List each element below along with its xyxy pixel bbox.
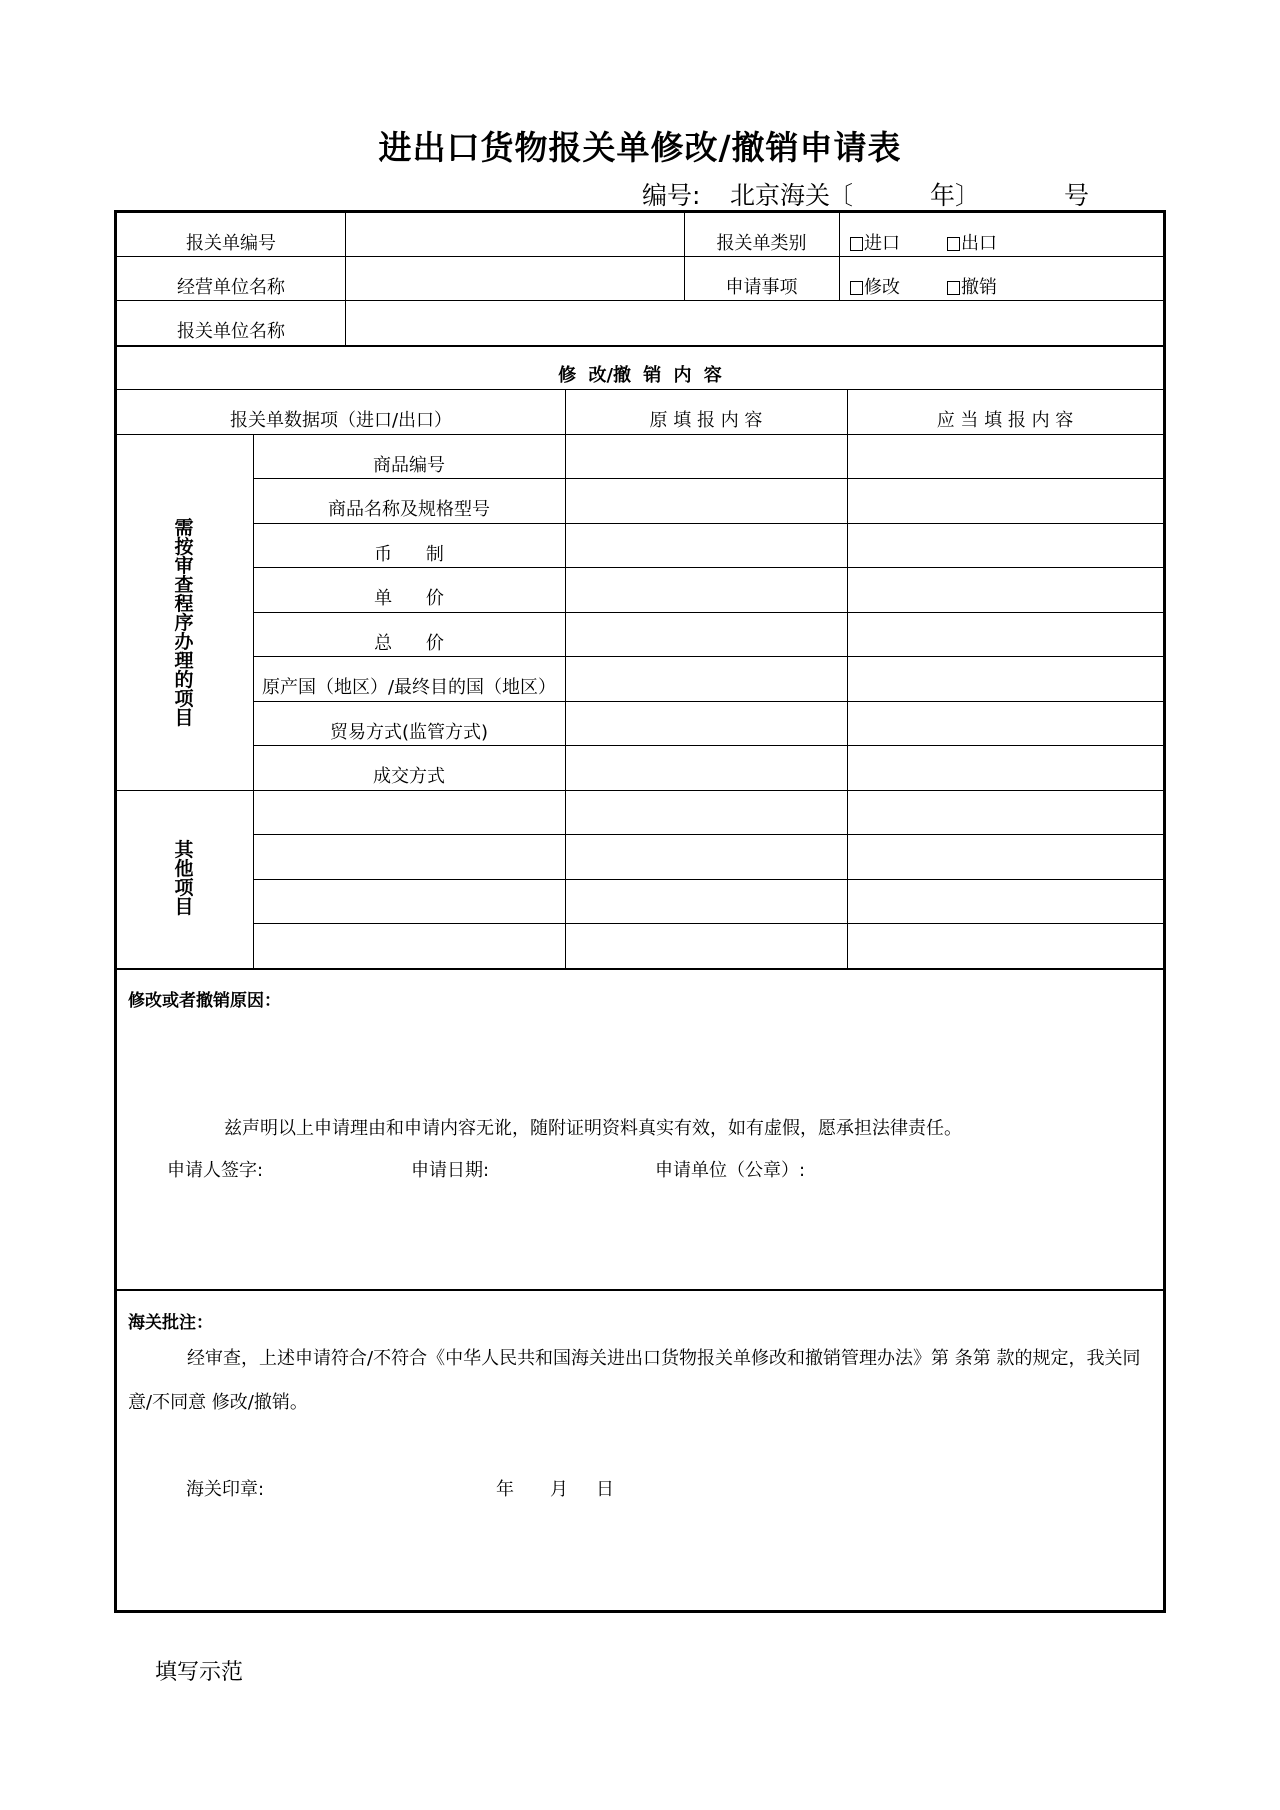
footer-note: 填写示范: [155, 1660, 244, 1685]
customs-name: 北京海关: [730, 181, 831, 210]
form-title: 进出口货物报关单修改/撤销申请表: [378, 128, 902, 167]
operator-name-label: 经营单位名称: [177, 277, 285, 298]
review-item: 币 制: [374, 544, 444, 565]
checkbox-icon: [947, 281, 960, 295]
content-section-heading: 修 改/撤 销 内 容: [558, 365, 722, 386]
cancel-checkbox[interactable]: [947, 279, 997, 297]
checkbox-icon: [850, 237, 863, 251]
import-checkbox[interactable]: [850, 235, 900, 253]
modify-option-label: 修改: [864, 277, 900, 298]
customs-note-text: 经审查，上述申请符合/不符合《中华人民共和国海关进出口货物报关单修改和撤销管理办法》第 条第 款的规定，我关同意/不同意 修改/撤销。: [128, 1348, 1141, 1413]
application-form: [114, 210, 1166, 1613]
customs-seal-label: 海关印章:: [186, 1479, 265, 1500]
review-item: 成交方式: [373, 766, 445, 787]
declarant-name-label: 报关单位名称: [177, 321, 285, 342]
declaration-type-label: 报关单类别: [716, 233, 807, 254]
seal-month-label: 月: [550, 1479, 568, 1500]
seal-day-label: 日: [596, 1479, 614, 1500]
declaration-statement: 兹声明以上申请理由和申请内容无讹，随附证明资料真实有效，如有虚假，愿承担法律责任。: [224, 1118, 962, 1139]
export-checkbox[interactable]: [947, 235, 997, 253]
applicant-unit-label: 申请单位（公章）:: [655, 1160, 806, 1181]
declarant-name-field[interactable]: [347, 302, 1161, 343]
year-suffix: 年〕: [930, 181, 981, 210]
review-item: 贸易方式(监管方式): [329, 722, 489, 743]
other-group-label: 其他项目: [174, 839, 194, 918]
number-suffix: 号: [1064, 181, 1090, 210]
col-header-correct: 应 当 填 报 内 容: [936, 410, 1074, 431]
operator-name-field[interactable]: [347, 258, 682, 298]
declaration-no-label: 报关单编号: [186, 233, 276, 254]
signer-label: 申请人签字:: [167, 1160, 264, 1181]
review-group-label: 需按审查程序办理的项目: [174, 517, 194, 729]
review-item: 商品名称及规格型号: [328, 499, 490, 520]
declaration-no-field[interactable]: [347, 215, 682, 255]
reason-field[interactable]: [128, 1018, 1152, 1098]
serial-number-label: 编号:: [642, 181, 701, 210]
modify-checkbox[interactable]: [850, 279, 900, 297]
bracket-open: 〔: [828, 181, 854, 210]
import-option-label: 进口: [864, 233, 900, 254]
application-date-label: 申请日期:: [411, 1160, 490, 1181]
col-header-data-item: 报关单数据项（进口/出口）: [229, 410, 453, 431]
review-item: 原产国（地区）/最终目的国（地区）: [261, 677, 557, 698]
application-item-label: 申请事项: [725, 277, 798, 298]
col-header-original: 原 填 报 内 容: [649, 410, 763, 431]
checkbox-icon: [947, 237, 960, 251]
reason-section-label: 修改或者撤销原因：: [128, 991, 281, 1011]
review-item: 商品编号: [373, 455, 445, 476]
customs-note-label: 海关批注：: [128, 1313, 213, 1333]
export-option-label: 出口: [961, 233, 997, 254]
seal-year-label: 年: [496, 1479, 514, 1500]
review-item: 总 价: [374, 633, 444, 654]
review-item: 单 价: [374, 588, 444, 609]
checkbox-icon: [850, 281, 863, 295]
cancel-option-label: 撤销: [961, 277, 997, 298]
